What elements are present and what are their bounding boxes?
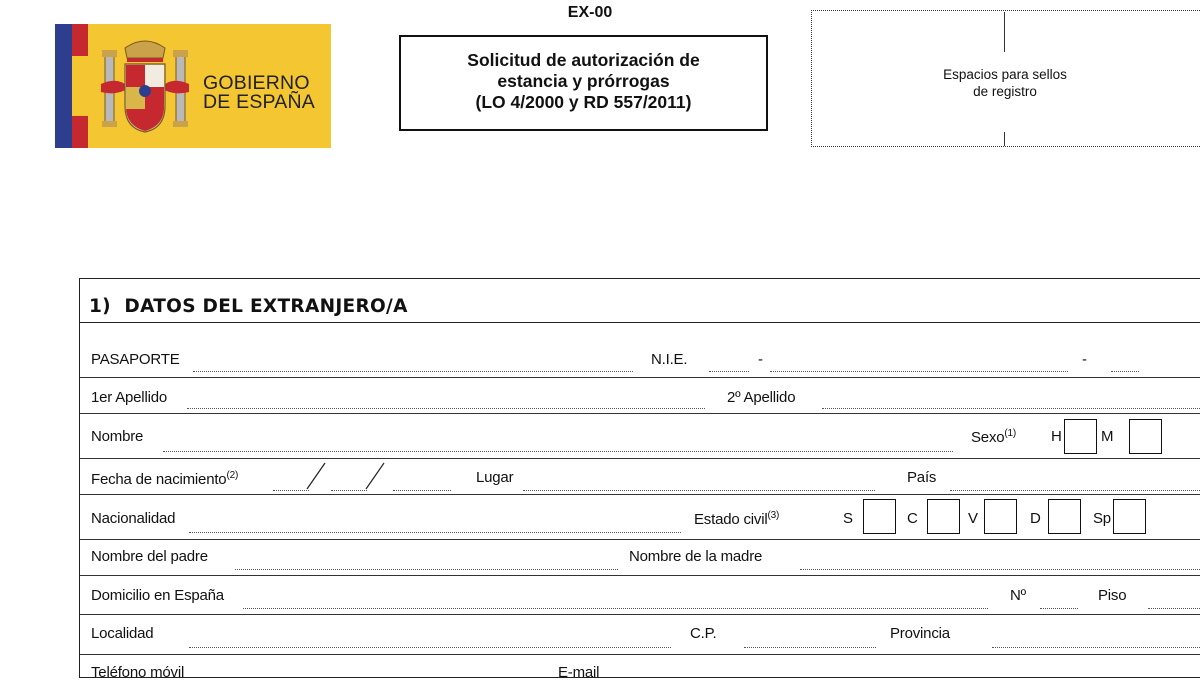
fecha-anio-field[interactable] [393,490,451,491]
nombre-field[interactable] [163,451,953,452]
padre-label: Nombre del padre [91,548,208,565]
row-separator [80,458,1200,459]
padre-field[interactable] [235,569,618,570]
lugar-field[interactable] [523,490,875,491]
logo-text [203,74,315,112]
nombre-label: Nombre [91,428,144,445]
nie-number-field[interactable] [770,371,1068,372]
estado-v-checkbox[interactable] [984,499,1017,534]
row-separator [80,413,1200,414]
estado-s-label: S [843,510,853,527]
stamp-guide-top [1004,12,1005,52]
estado-civil-label [694,510,779,528]
apellido1-field[interactable] [187,408,705,409]
nie-separator: - [758,351,763,368]
apellido1-label: 1er Apellido [91,389,167,406]
pais-field[interactable] [950,490,1200,491]
row-separator [80,494,1200,495]
domicilio-field[interactable] [243,608,988,609]
provincia-field[interactable] [992,647,1200,648]
fecha-text: Fecha de nacimiento [91,471,227,488]
numero-label: Nº [1010,587,1026,604]
estado-s-checkbox[interactable] [863,499,896,534]
sexo-m-label: M [1101,428,1114,445]
coat-of-arms-icon [99,36,191,140]
logo-yellow-stripe [72,56,88,116]
domicilio-label: Domicilio en España [91,587,224,604]
numero-field[interactable] [1040,608,1078,609]
section-title: 1) DATOS DEL EXTRANJERO/A [89,296,408,317]
provincia-label: Provincia [890,625,950,642]
stamp-line-1: Espacios para sellos [943,67,1067,82]
nie-label: N.I.E. [651,351,688,368]
nie-letter-field[interactable] [709,371,749,372]
row-separator [80,539,1200,540]
gobierno-logo [55,24,331,148]
fecha-footnote: (2) [226,470,239,481]
nie-control-field[interactable] [1111,371,1139,372]
pasaporte-label: PASAPORTE [91,351,180,368]
pais-label: País [907,469,937,486]
apellido2-label: 2º Apellido [727,389,796,406]
estado-c-checkbox[interactable] [927,499,960,534]
nacionalidad-field[interactable] [189,532,681,533]
row-separator [80,614,1200,615]
piso-label: Piso [1098,587,1127,604]
estado-d-label: D [1030,510,1041,527]
estado-sp-label: Sp [1093,510,1111,527]
date-slash-2 [364,462,386,490]
estado-civil-footnote: (3) [767,510,780,521]
form-code: EX-00 [567,4,613,21]
stamp-label [880,66,1130,100]
fecha-dia-field[interactable] [273,490,309,491]
estado-c-label: C [907,510,918,527]
logo-blue-stripe [55,24,72,148]
nacionalidad-label: Nacionalidad [91,510,176,527]
estado-v-label: V [968,510,978,527]
localidad-label: Localidad [91,625,154,642]
sexo-label [971,428,1016,446]
fecha-mes-field[interactable] [331,490,367,491]
sexo-h-checkbox[interactable] [1064,419,1097,454]
logo-line-1: GOBIERNO [203,72,310,94]
apellido2-field[interactable] [822,408,1200,409]
form-title-box [399,35,768,131]
sexo-m-checkbox[interactable] [1129,419,1162,454]
title-line-3: (LO 4/2000 y RD 557/2011) [475,92,692,112]
title-line-1: Solicitud de autorización de [467,50,700,70]
stamp-guide-bottom [1004,132,1005,146]
estado-sp-checkbox[interactable] [1113,499,1146,534]
madre-field[interactable] [800,569,1200,570]
section-datos-extranjero [79,278,1200,678]
email-label: E-mail [558,664,600,681]
cp-label: C.P. [690,625,717,642]
row-separator [80,575,1200,576]
telefono-label: Teléfono móvil [91,664,185,681]
date-slash-1 [305,462,327,490]
fecha-nacimiento-label [91,470,238,488]
row-separator [80,377,1200,378]
sexo-h-label: H [1051,428,1062,445]
title-line-2: estancia y prórrogas [497,71,670,91]
nie-separator: - [1082,351,1087,368]
localidad-field[interactable] [189,647,671,648]
row-separator [80,654,1200,655]
madre-label: Nombre de la madre [629,548,763,565]
sexo-footnote: (1) [1004,428,1017,439]
lugar-label: Lugar [476,469,514,486]
estado-d-checkbox[interactable] [1048,499,1081,534]
piso-field[interactable] [1148,608,1200,609]
sexo-text: Sexo [971,429,1005,446]
pasaporte-field[interactable] [193,371,633,372]
logo-line-2: DE ESPAÑA [203,91,315,113]
estado-civil-text: Estado civil [694,511,768,528]
stamp-line-2: de registro [973,84,1037,99]
cp-field[interactable] [744,647,876,648]
